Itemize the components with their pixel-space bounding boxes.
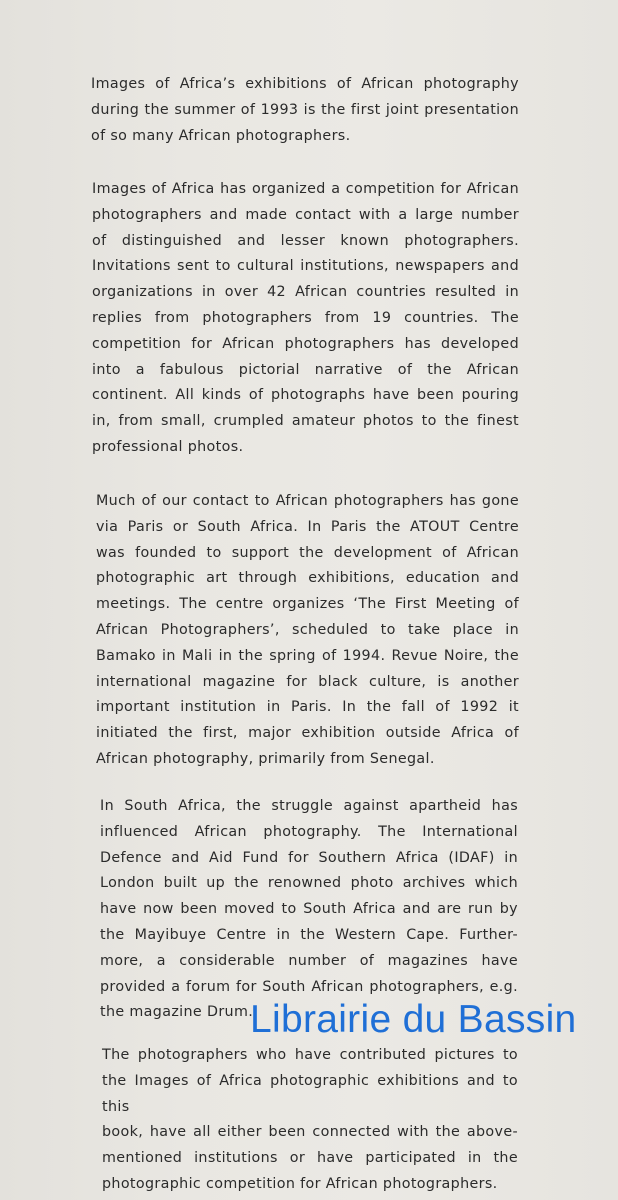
text-line: via Paris or South Africa. In Paris the ATOUT Centre: [96, 518, 519, 535]
text-line: African photography, primarily from Senegal.: [96, 750, 435, 767]
paragraph-competition: [92, 177, 519, 461]
text-line: provided a forum for South African photographers, e.g.: [100, 978, 518, 995]
text-line: photographic competition for African photographers.: [102, 1175, 498, 1192]
seller-watermark: Librairie du Bassin: [250, 998, 577, 1041]
text-line: the Images of Africa photographic exhibitions and to this: [102, 1072, 518, 1115]
text-line: Defence and Aid Fund for Southern Africa (IDAF) in: [100, 849, 518, 866]
text-line: African Photographers’, scheduled to take place in: [96, 621, 519, 638]
text-line: Much of our contact to African photographers has gone: [96, 493, 519, 509]
text-line: Bamako in Mali in the spring of 1994. Revue Noire, the: [96, 647, 519, 664]
text-line: into a fabulous pictorial narrative of the African: [92, 361, 519, 378]
text-line: photographic art through exhibitions, education and: [96, 570, 519, 587]
text-line: Images of Africa has organized a competition for African: [92, 181, 519, 197]
text-line: important institution in Paris. In the fall of 1992 it: [96, 699, 519, 716]
text-line: meetings. The centre organizes ‘The First Meeting of: [96, 596, 519, 613]
text-line: during the summer of 1993 is the first joint presentation: [91, 101, 519, 118]
paragraph-contributors: [102, 1043, 518, 1198]
text-line: organizations in over 42 African countries resulted in: [92, 284, 519, 301]
text-line: international magazine for black culture, is another: [96, 673, 519, 690]
text-line: the Mayibuye Centre in the Western Cape. Further-: [100, 926, 518, 943]
text-line: book, have all either been connected with the above-: [102, 1124, 518, 1141]
paragraph-south-africa: [100, 794, 518, 1026]
text-line: the magazine Drum.: [100, 1004, 254, 1021]
text-line: London built up the renowned photo archives which: [100, 875, 518, 892]
text-line: influenced African photography. The International: [100, 823, 518, 840]
text-line: have now been moved to South Africa and are run by: [100, 901, 518, 918]
text-line: of so many African photographers.: [91, 127, 351, 144]
text-line: competition for African photographers has developed: [92, 335, 519, 352]
text-line: Invitations sent to cultural institutions, newspapers and: [92, 258, 519, 275]
text-line: mentioned institutions or have participated in the: [102, 1150, 518, 1167]
paragraph-intro: [91, 72, 519, 149]
text-line: more, a considerable number of magazines have: [100, 952, 518, 969]
text-line: initiated the first, major exhibition outside Africa of: [96, 725, 519, 742]
text-line: Images of Africa’s exhibitions of African photography: [91, 76, 519, 92]
text-line: The photographers who have contributed pictures to: [102, 1047, 518, 1063]
text-line: In South Africa, the struggle against apartheid has: [100, 798, 518, 814]
text-line: professional photos.: [92, 438, 244, 455]
paragraph-paris: [96, 489, 519, 773]
text-line: of distinguished and lesser known photographers.: [92, 232, 519, 249]
text-line: continent. All kinds of photographs have been pouring: [92, 387, 519, 404]
text-line: was founded to support the development of African: [96, 544, 519, 561]
text-line: replies from photographers from 19 countries. The: [92, 309, 519, 326]
text-line: in, from small, crumpled amateur photos to the finest: [92, 413, 519, 430]
text-line: photographers and made contact with a large number: [92, 206, 519, 223]
